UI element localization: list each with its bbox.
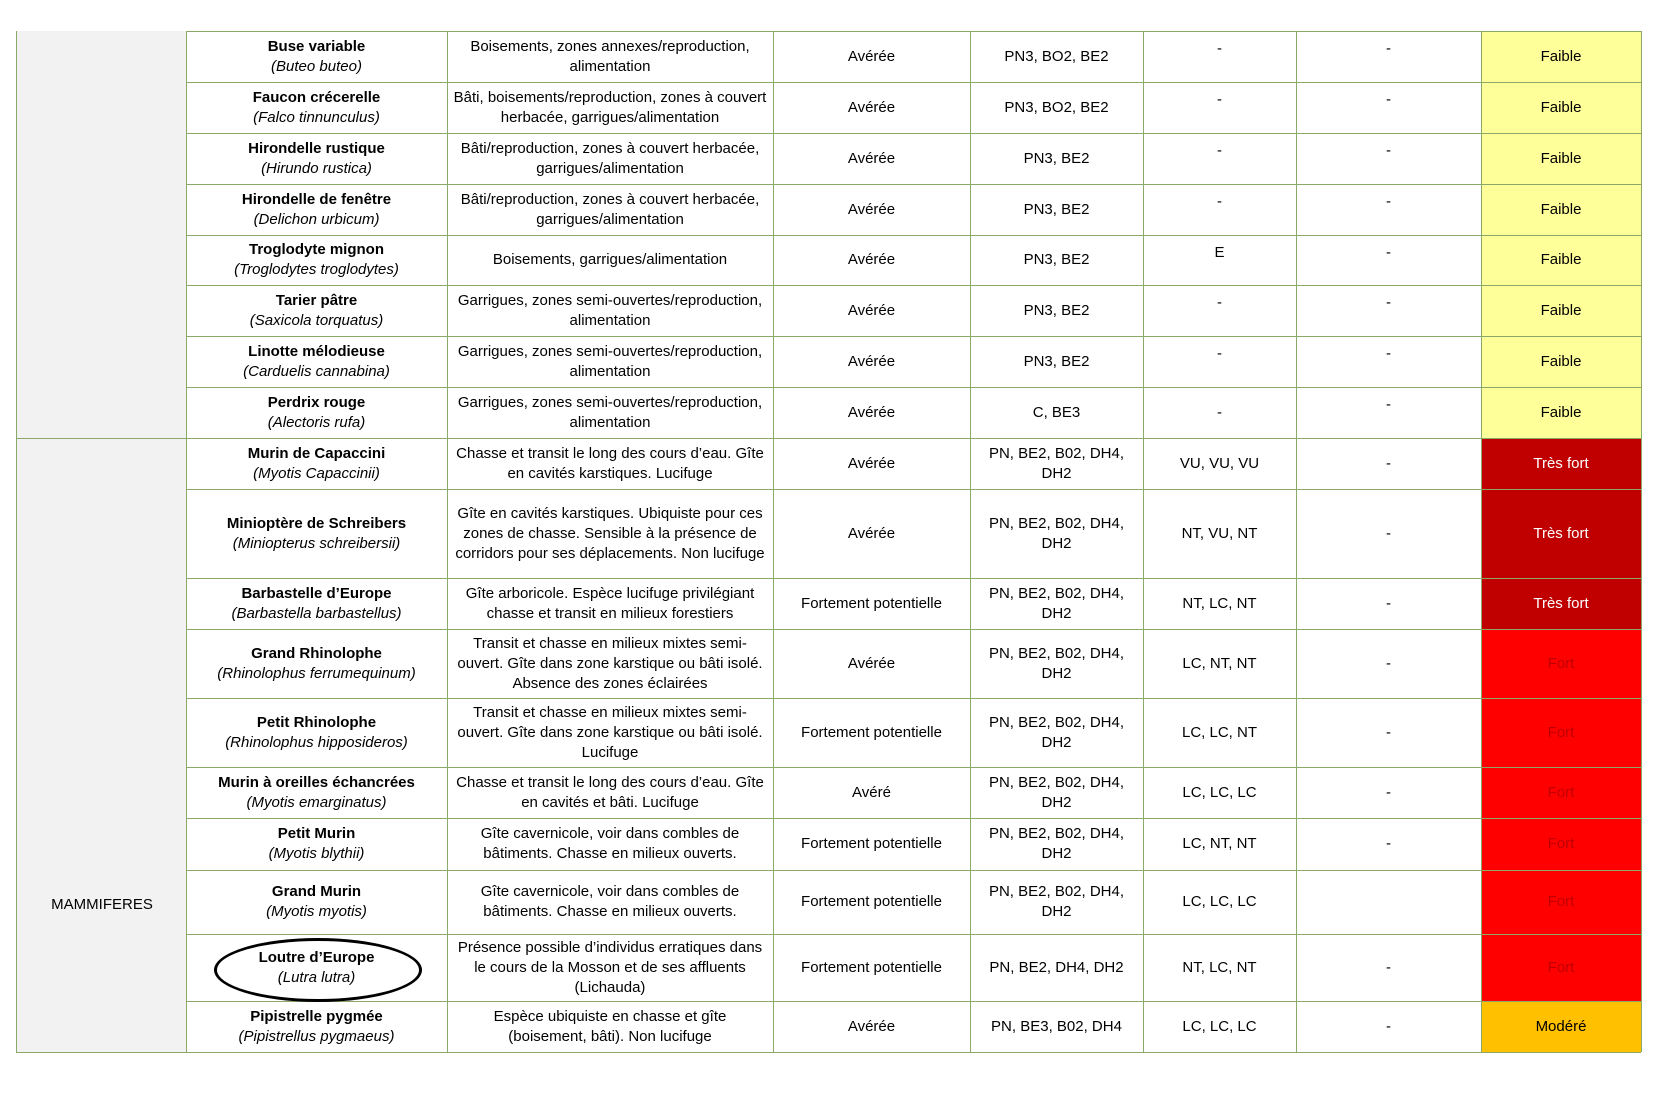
enjeu-cell — [1481, 818, 1641, 870]
habitat-cell — [447, 698, 773, 767]
status-cell — [1143, 698, 1296, 767]
protection-text: PN3, BO2, BE2 — [1004, 47, 1109, 65]
enjeu-text: Faible — [1540, 149, 1582, 167]
group-column — [16, 438, 186, 1052]
status-text: LC, LC, LC — [1182, 893, 1257, 910]
status-cell — [1143, 767, 1296, 818]
grid-hline — [186, 489, 1641, 490]
protection-text: PN3, BE2 — [1023, 149, 1090, 167]
protection-text: PN3, BE2 — [1023, 301, 1090, 319]
protection-cell — [970, 184, 1143, 235]
presence-cell — [773, 489, 970, 578]
other-status-cell — [1296, 934, 1481, 1001]
protection-text: PN, BE3, B02, DH4 — [991, 1017, 1122, 1035]
enjeu-text: Faible — [1540, 200, 1582, 218]
status-text: LC, NT, NT — [1182, 654, 1257, 672]
protection-text: PN, BE2, B02, DH4, DH2 — [988, 514, 1125, 552]
protection-cell — [970, 31, 1143, 82]
protection-cell — [970, 767, 1143, 818]
habitat-text: Chasse et transit le long des cours d’eau. Gîte en cavités et bâti. Lucifuge — [456, 773, 764, 811]
enjeu-cell — [1481, 235, 1641, 285]
species-latin-name: (Delichon urbicum) — [253, 210, 380, 228]
presence-text: Avérée — [847, 654, 896, 672]
grid-hline — [186, 767, 1641, 768]
enjeu-cell — [1481, 184, 1641, 235]
habitat-text: Garrigues, zones semi-ouvertes/reproduction, alimentation — [457, 342, 763, 380]
enjeu-cell — [1481, 578, 1641, 629]
grid-hline — [186, 578, 1641, 579]
enjeu-text: Faible — [1540, 403, 1582, 421]
status-cell — [1143, 489, 1296, 578]
status-cell — [1143, 818, 1296, 870]
protection-text: PN3, BE2 — [1023, 200, 1090, 218]
presence-cell — [773, 1001, 970, 1052]
presence-cell — [773, 387, 970, 438]
enjeu-text: Fort — [1547, 835, 1575, 852]
species-cell — [186, 698, 447, 767]
presence-text: Fortement potentielle — [801, 594, 942, 612]
enjeu-text: Faible — [1540, 301, 1582, 319]
protection-cell — [970, 578, 1143, 629]
enjeu-text: Fort — [1547, 958, 1575, 976]
protection-cell — [970, 818, 1143, 870]
species-latin-name: (Myotis blythii) — [268, 845, 365, 862]
habitat-text: Présence possible d’individus erratiques dans le cours de la Mosson et de ses affluents (Lichauda) — [457, 938, 763, 996]
habitat-text: Chasse et transit le long des cours d’eau. Gîte en cavités karstiques. Lucifuge — [456, 444, 764, 482]
presence-cell — [773, 578, 970, 629]
species-common-name: Faucon crécerelle — [252, 88, 381, 106]
species-latin-name: (Carduelis cannabina) — [243, 362, 390, 380]
species-cell — [186, 818, 447, 870]
status-text: - — [1217, 294, 1222, 311]
species-latin-name: (Buteo buteo) — [271, 57, 362, 75]
presence-cell — [773, 235, 970, 285]
species-latin-name: (Troglodytes troglodytes) — [234, 261, 399, 278]
protection-text: PN, BE2, B02, DH4, DH2 — [988, 883, 1125, 920]
species-common-name: Grand Murin — [271, 883, 362, 900]
presence-text: Avérée — [847, 200, 896, 218]
presence-cell — [773, 285, 970, 336]
enjeu-text: Faible — [1540, 251, 1582, 268]
species-common-name: Tarier pâtre — [275, 291, 358, 309]
other-status-cell — [1296, 336, 1481, 387]
status-text: NT, LC, NT — [1182, 958, 1257, 976]
other-status-text: - — [1386, 142, 1391, 159]
other-status-text: - — [1386, 244, 1391, 261]
protection-cell — [970, 235, 1143, 285]
other-status-cell — [1296, 31, 1481, 82]
enjeu-text: Très fort — [1533, 454, 1589, 472]
species-common-name: Petit Murin — [277, 825, 356, 842]
protection-text: PN, BE2, B02, DH4, DH2 — [988, 825, 1125, 862]
species-cell — [186, 184, 447, 235]
habitat-cell — [447, 31, 773, 82]
protection-text: PN, BE2, B02, DH4, DH2 — [988, 584, 1125, 622]
habitat-cell — [447, 578, 773, 629]
habitat-cell — [447, 285, 773, 336]
species-cell — [186, 1001, 447, 1052]
other-status-cell — [1296, 82, 1481, 133]
protection-text: PN3, BE2 — [1023, 251, 1090, 268]
enjeu-text: Très fort — [1533, 594, 1589, 612]
species-common-name: Pipistrelle pygmée — [250, 1007, 383, 1025]
habitat-text: Transit et chasse en milieux mixtes semi-ouvert. Gîte dans zone karstique ou bâti isolé. Lucifuge — [457, 703, 763, 761]
species-cell — [186, 629, 447, 698]
enjeu-cell — [1481, 870, 1641, 934]
species-cell — [186, 31, 447, 82]
enjeu-text: Faible — [1540, 47, 1582, 65]
status-cell — [1143, 31, 1296, 82]
other-status-text: - — [1386, 40, 1391, 57]
presence-cell — [773, 31, 970, 82]
enjeu-text: Fort — [1547, 723, 1575, 741]
grid-hline — [186, 387, 1641, 388]
grid-hline — [186, 184, 1641, 185]
enjeu-cell — [1481, 285, 1641, 336]
group-label: MAMMIFERES — [51, 896, 153, 913]
protection-cell — [970, 336, 1143, 387]
habitat-text: Gîte en cavités karstiques. Ubiquiste pour ces zones de chasse. Sensible à la présence de corridors pour ses déplacements. Non lucifuge — [455, 504, 765, 562]
species-cell — [186, 578, 447, 629]
presence-text: Avérée — [847, 301, 896, 319]
enjeu-cell — [1481, 387, 1641, 438]
presence-cell — [773, 336, 970, 387]
status-text: E — [1214, 244, 1225, 261]
habitat-cell — [447, 336, 773, 387]
protection-cell — [970, 934, 1143, 1001]
habitat-cell — [447, 818, 773, 870]
grid-hline — [186, 285, 1641, 286]
habitat-text: Gîte cavernicole, voir dans combles de bâtiments. Chasse en milieux ouverts. — [480, 883, 740, 920]
enjeu-cell — [1481, 698, 1641, 767]
grid-hline — [16, 1052, 1641, 1053]
enjeu-cell — [1481, 934, 1641, 1001]
presence-text: Avérée — [847, 251, 896, 268]
grid-hline — [186, 870, 1641, 871]
species-cell — [186, 133, 447, 184]
habitat-cell — [447, 489, 773, 578]
presence-text: Avérée — [847, 98, 896, 116]
status-cell — [1143, 387, 1296, 438]
other-status-text: - — [1386, 193, 1391, 210]
other-status-text: - — [1386, 783, 1391, 801]
other-status-cell — [1296, 133, 1481, 184]
other-status-text: - — [1386, 723, 1391, 741]
protection-cell — [970, 387, 1143, 438]
habitat-text: Espèce ubiquiste en chasse et gîte (boisement, bâti). Non lucifuge — [493, 1007, 727, 1045]
grid-vline — [1641, 31, 1642, 1052]
presence-cell — [773, 698, 970, 767]
species-latin-name: (Myotis Capaccinii) — [253, 464, 380, 482]
grid-hline — [16, 438, 1641, 439]
status-cell — [1143, 1001, 1296, 1052]
protection-cell — [970, 133, 1143, 184]
presence-cell — [773, 629, 970, 698]
other-status-text: - — [1386, 91, 1391, 108]
grid-hline — [186, 82, 1641, 83]
protection-text: PN3, BE2 — [1023, 352, 1090, 370]
habitat-cell — [447, 387, 773, 438]
enjeu-cell — [1481, 82, 1641, 133]
status-text: - — [1217, 91, 1222, 108]
status-text: NT, LC, NT — [1182, 594, 1257, 612]
species-common-name: Murin à oreilles échancrées — [218, 773, 415, 791]
habitat-cell — [447, 629, 773, 698]
presence-cell — [773, 82, 970, 133]
habitat-text: Transit et chasse en milieux mixtes semi-ouvert. Gîte dans zone karstique ou bâti isolé. Absence des zones éclairées — [457, 634, 763, 692]
habitat-text: Gîte cavernicole, voir dans combles de bâtiments. Chasse en milieux ouverts. — [480, 825, 740, 862]
enjeu-cell — [1481, 629, 1641, 698]
other-status-cell — [1296, 285, 1481, 336]
presence-text: Avérée — [847, 403, 896, 421]
status-cell — [1143, 235, 1296, 285]
presence-cell — [773, 133, 970, 184]
enjeu-cell — [1481, 489, 1641, 578]
habitat-cell — [447, 438, 773, 489]
other-status-text: - — [1386, 294, 1391, 311]
species-cell — [186, 82, 447, 133]
presence-cell — [773, 184, 970, 235]
habitat-cell — [447, 82, 773, 133]
species-cell — [186, 438, 447, 489]
protection-cell — [970, 438, 1143, 489]
status-cell — [1143, 870, 1296, 934]
habitat-text: Boisements, zones annexes/reproduction, alimentation — [470, 37, 750, 75]
status-text: LC, LC, LC — [1182, 1017, 1257, 1035]
species-latin-name: (Miniopterus schreibersii) — [232, 534, 401, 552]
protection-text: PN, BE2, B02, DH4, DH2 — [988, 644, 1125, 682]
enjeu-text: Faible — [1540, 352, 1582, 370]
other-status-cell — [1296, 767, 1481, 818]
status-cell — [1143, 438, 1296, 489]
other-status-cell — [1296, 629, 1481, 698]
grid-hline — [186, 1001, 1641, 1002]
species-common-name: Buse variable — [267, 37, 366, 55]
presence-cell — [773, 818, 970, 870]
species-latin-name: (Rhinolophus ferrumequinum) — [217, 664, 416, 682]
species-latin-name: (Saxicola torquatus) — [249, 311, 384, 329]
species-cell — [186, 336, 447, 387]
enjeu-text: Fort — [1547, 783, 1575, 801]
habitat-cell — [447, 235, 773, 285]
species-cell — [186, 767, 447, 818]
other-status-cell — [1296, 870, 1481, 934]
protection-text: PN, BE2, B02, DH4, DH2 — [988, 713, 1125, 751]
status-text: LC, NT, NT — [1182, 835, 1257, 852]
species-cell — [186, 285, 447, 336]
species-latin-name: (Falco tinnunculus) — [253, 108, 380, 126]
enjeu-text: Fort — [1547, 654, 1575, 672]
species-common-name: Troglodyte mignon — [249, 241, 384, 258]
habitat-text: Bâti/reproduction, zones à couvert herbacée, garrigues/alimentation — [460, 190, 760, 228]
grid-hline — [186, 698, 1641, 699]
species-latin-name: (Alectoris rufa) — [267, 413, 366, 431]
other-status-cell — [1296, 235, 1481, 285]
status-cell — [1143, 336, 1296, 387]
species-latin-name: (Rhinolophus hipposideros) — [225, 733, 408, 751]
grid-hline — [186, 235, 1641, 236]
status-text: VU, VU, VU — [1179, 454, 1260, 472]
presence-cell — [773, 767, 970, 818]
species-common-name: Petit Rhinolophe — [256, 713, 377, 731]
species-cell — [186, 387, 447, 438]
protection-cell — [970, 1001, 1143, 1052]
protection-cell — [970, 629, 1143, 698]
other-status-cell — [1296, 1001, 1481, 1052]
species-latin-name: (Myotis myotis) — [266, 903, 367, 920]
protection-cell — [970, 285, 1143, 336]
enjeu-cell — [1481, 767, 1641, 818]
enjeu-cell — [1481, 438, 1641, 489]
presence-text: Fortement potentielle — [801, 835, 942, 852]
habitat-text: Boisements, garrigues/alimentation — [492, 251, 728, 268]
protection-text: PN, BE2, B02, DH4, DH2 — [988, 444, 1125, 482]
species-latin-name: (Hirundo rustica) — [261, 159, 372, 177]
grid-hline — [186, 934, 1641, 935]
habitat-text: Bâti, boisements/reproduction, zones à couvert herbacée, garrigues/alimentation — [453, 88, 767, 126]
presence-text: Fortement potentielle — [801, 958, 942, 976]
status-cell — [1143, 285, 1296, 336]
status-text: - — [1217, 142, 1222, 159]
protection-text: PN, BE2, DH4, DH2 — [989, 958, 1124, 976]
other-status-text: - — [1386, 654, 1391, 672]
status-text: LC, LC, NT — [1181, 723, 1257, 741]
species-common-name: Grand Rhinolophe — [251, 644, 382, 662]
status-text: NT, VU, NT — [1181, 524, 1258, 542]
presence-text: Fortement potentielle — [801, 723, 942, 741]
other-status-text: - — [1386, 594, 1391, 612]
status-cell — [1143, 133, 1296, 184]
habitat-text: Garrigues, zones semi-ouvertes/reproduction, alimentation — [457, 393, 763, 431]
status-text: - — [1217, 193, 1222, 210]
grid-hline — [186, 629, 1641, 630]
presence-cell — [773, 934, 970, 1001]
species-common-name: Loutre d’Europe — [258, 948, 375, 966]
species-cell — [186, 489, 447, 578]
habitat-text: Bâti/reproduction, zones à couvert herbacée, garrigues/alimentation — [460, 139, 760, 177]
protection-cell — [970, 698, 1143, 767]
habitat-cell — [447, 133, 773, 184]
status-cell — [1143, 629, 1296, 698]
other-status-text: - — [1386, 345, 1391, 362]
protection-text: PN3, BO2, BE2 — [1004, 98, 1109, 116]
presence-text: Avéré — [852, 783, 891, 801]
habitat-text: Garrigues, zones semi-ouvertes/reproduction, alimentation — [457, 291, 763, 329]
grid-hline — [186, 133, 1641, 134]
species-common-name: Linotte mélodieuse — [248, 342, 385, 360]
presence-text: Avérée — [847, 524, 896, 542]
status-cell — [1143, 184, 1296, 235]
species-cell — [186, 235, 447, 285]
presence-text: Avérée — [847, 454, 896, 472]
status-text: - — [1217, 345, 1222, 362]
grid-hline — [186, 818, 1641, 819]
other-status-text: - — [1386, 1017, 1391, 1035]
grid-hline — [186, 31, 1641, 32]
other-status-cell — [1296, 438, 1481, 489]
enjeu-text: Modéré — [1535, 1017, 1587, 1035]
habitat-cell — [447, 934, 773, 1001]
species-latin-name: (Myotis emarginatus) — [246, 793, 387, 811]
other-status-text: - — [1386, 454, 1391, 472]
habitat-cell — [447, 184, 773, 235]
other-status-cell — [1296, 184, 1481, 235]
highlight-ellipse — [214, 938, 422, 1002]
species-common-name: Murin de Capaccini — [247, 444, 386, 462]
species-common-name: Hirondelle de fenêtre — [241, 190, 392, 208]
protection-cell — [970, 870, 1143, 934]
species-common-name: Perdrix rouge — [267, 393, 366, 411]
presence-text: Avérée — [847, 47, 896, 65]
status-cell — [1143, 934, 1296, 1001]
habitat-cell — [447, 767, 773, 818]
other-status-text: - — [1386, 396, 1391, 413]
species-common-name: Minioptère de Schreibers — [226, 514, 407, 532]
other-status-text: - — [1386, 524, 1391, 542]
other-status-text: - — [1386, 958, 1391, 976]
enjeu-text: Très fort — [1533, 524, 1589, 542]
enjeu-cell — [1481, 1001, 1641, 1052]
other-status-cell — [1296, 578, 1481, 629]
protection-text: C, BE3 — [1032, 403, 1081, 421]
other-status-cell — [1296, 818, 1481, 870]
presence-text: Avérée — [847, 1017, 896, 1035]
other-status-text: - — [1386, 835, 1391, 852]
habitat-text: Gîte arboricole. Espèce lucifuge privilégiant chasse et transit en milieux forestiers — [465, 584, 755, 622]
enjeu-text: Fort — [1547, 893, 1575, 910]
presence-text: Avérée — [847, 149, 896, 167]
species-latin-name: (Pipistrellus pygmaeus) — [238, 1027, 395, 1045]
species-latin-name: (Barbastella barbastellus) — [231, 604, 402, 622]
status-cell — [1143, 82, 1296, 133]
status-text: LC, LC, LC — [1182, 783, 1257, 801]
species-cell — [186, 870, 447, 934]
presence-cell — [773, 438, 970, 489]
status-text: - — [1217, 40, 1222, 57]
group-column — [16, 31, 186, 438]
species-latin-name: (Lutra lutra) — [277, 968, 356, 986]
enjeu-cell — [1481, 336, 1641, 387]
protection-cell — [970, 489, 1143, 578]
other-status-cell — [1296, 387, 1481, 438]
species-common-name: Barbastelle d’Europe — [241, 584, 392, 602]
enjeu-cell — [1481, 133, 1641, 184]
enjeu-text: Faible — [1540, 98, 1582, 116]
enjeu-cell — [1481, 31, 1641, 82]
other-status-cell — [1296, 698, 1481, 767]
presence-text: Fortement potentielle — [801, 893, 942, 910]
presence-text: Avérée — [847, 352, 896, 370]
protection-text: PN, BE2, B02, DH4, DH2 — [988, 773, 1125, 811]
habitat-cell — [447, 870, 773, 934]
species-common-name: Hirondelle rustique — [248, 139, 385, 157]
status-cell — [1143, 578, 1296, 629]
habitat-cell — [447, 1001, 773, 1052]
presence-cell — [773, 870, 970, 934]
other-status-cell — [1296, 489, 1481, 578]
grid-hline — [186, 336, 1641, 337]
status-text: - — [1217, 403, 1222, 421]
protection-cell — [970, 82, 1143, 133]
